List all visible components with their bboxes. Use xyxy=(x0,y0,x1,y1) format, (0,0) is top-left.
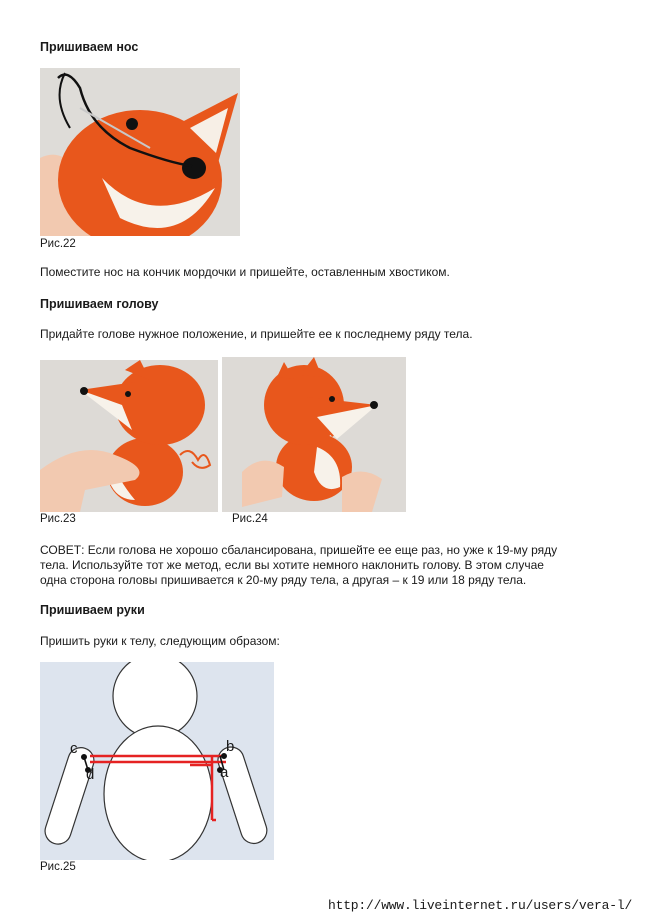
heading-arms: Пришиваем руки xyxy=(40,603,145,617)
text-arms: Пришить руки к телу, следующим образом: xyxy=(40,634,280,648)
diagram-label-b: b xyxy=(226,738,235,755)
photo-fig22 xyxy=(40,68,240,236)
diagram-label-a: a xyxy=(220,764,229,781)
photo-fig24 xyxy=(222,357,406,512)
heading-nose: Пришиваем нос xyxy=(40,40,139,54)
heading-head: Пришиваем голову xyxy=(40,297,159,311)
diagram-body xyxy=(104,726,212,860)
diagram-label-c: c xyxy=(70,740,78,757)
tip-line-1: СОВЕТ: Если голова не хорошо сбалансирована, пришейте ее еще раз, но уже к 19-му ряду xyxy=(40,543,558,557)
caption-fig25: Рис.25 xyxy=(40,861,76,873)
caption-fig22: Рис.22 xyxy=(40,238,76,250)
photo-fig23 xyxy=(40,360,218,512)
diagram-fig25 xyxy=(40,662,274,860)
footer-url[interactable]: http://www.liveinternet.ru/users/vera-l/ xyxy=(328,898,633,913)
text-nose: Поместите нос на кончик мордочки и пришейте, оставленным хвостиком. xyxy=(40,265,450,279)
caption-fig24: Рис.24 xyxy=(232,513,268,525)
tip-line-2: тела. Используйте тот же метод, если вы хотите немного наклонить голову. В этом случае xyxy=(40,558,544,572)
caption-fig23: Рис.23 xyxy=(40,513,76,525)
text-head: Придайте голове нужное положение, и пришейте ее к последнему ряду тела. xyxy=(40,327,473,341)
diagram-label-d: d xyxy=(86,766,95,783)
tip-line-3: одна сторона головы пришивается к 20-му ряду тела, а другая – к 19 или 18 ряду тела. xyxy=(40,573,527,587)
